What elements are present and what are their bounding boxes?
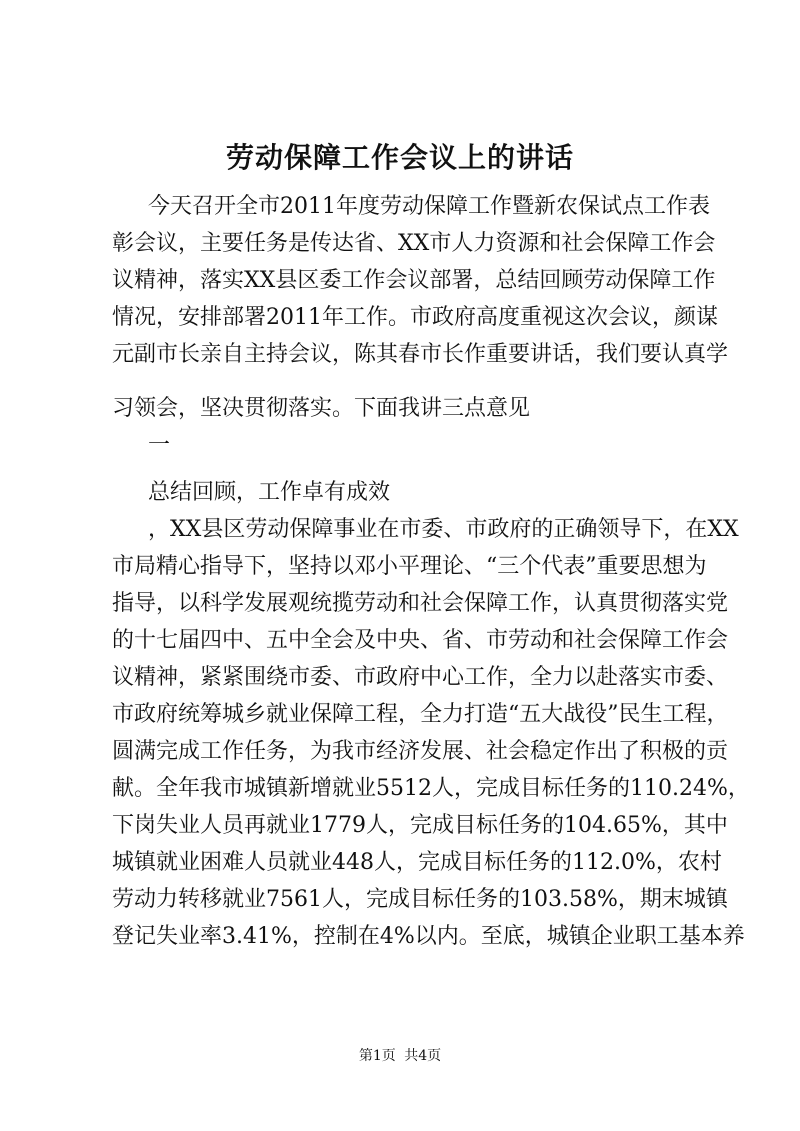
text-line: 议精神，紧紧围绕市委、市政府中心工作，全力以赴落实市委、 <box>112 665 729 690</box>
text-line: 指导，以科学发展观统揽劳动和社会保障工作，认真贯彻落实党 <box>112 591 729 616</box>
text-line: 元副市长亲自主持会议，陈其春市长作重要讲话，我们要认真学 <box>112 342 729 367</box>
section-number: 一 <box>148 433 171 458</box>
text-line: 登记失业率3.41%，控制在4%以内。至底，城镇企业职工基本养 <box>112 924 745 949</box>
text-line: 献。全年我市城镇新增就业5512人，完成目标任务的110.24%， <box>112 776 750 801</box>
text-line: 今天召开全市2011年度劳动保障工作暨新农保试点工作表 <box>148 194 710 219</box>
page-number: 第1页 <box>358 1048 396 1064</box>
text-line: 下岗失业人员再就业1779人，完成目标任务的104.65%，其中 <box>112 813 728 838</box>
section-heading: 总结回顾，工作卓有成效 <box>148 480 391 505</box>
document-title: 劳动保障工作会议上的讲话 <box>225 141 574 174</box>
text-line: 市政府统筹城乡就业保障工程，全力打造“五大战役”民生工程， <box>112 702 729 727</box>
page-total: 共4页 <box>404 1048 442 1064</box>
text-line: 的十七届四中、五中全会及中央、省、市劳动和社会保障工作会 <box>112 628 729 653</box>
text-line: 彰会议，主要任务是传达省、XX市人力资源和社会保障工作会 <box>112 231 716 256</box>
text-line: ，XX县区劳动保障事业在市委、市政府的正确领导下，在XX <box>148 517 739 542</box>
page-footer <box>0 1046 800 1066</box>
text-line: 情况，安排部署2011年工作。市政府高度重视这次会议，颜谋 <box>112 305 718 330</box>
text-line: 议精神，落实XX县区委工作会议部署，总结回顾劳动保障工作 <box>112 268 716 293</box>
text-line: 市局精心指导下，坚持以邓小平理论、“三个代表”重要思想为 <box>112 554 707 579</box>
text-line: 圆满完成工作任务，为我市经济发展、社会稳定作出了积极的贡 <box>112 739 729 764</box>
text-line: 城镇就业困难人员就业448人，完成目标任务的112.0%，农村 <box>112 850 722 875</box>
text-line: 习领会，坚决贯彻落实。下面我讲三点意见 <box>112 396 531 421</box>
text-line: 劳动力转移就业7561人，完成目标任务的103.58%，期末城镇 <box>112 887 728 912</box>
